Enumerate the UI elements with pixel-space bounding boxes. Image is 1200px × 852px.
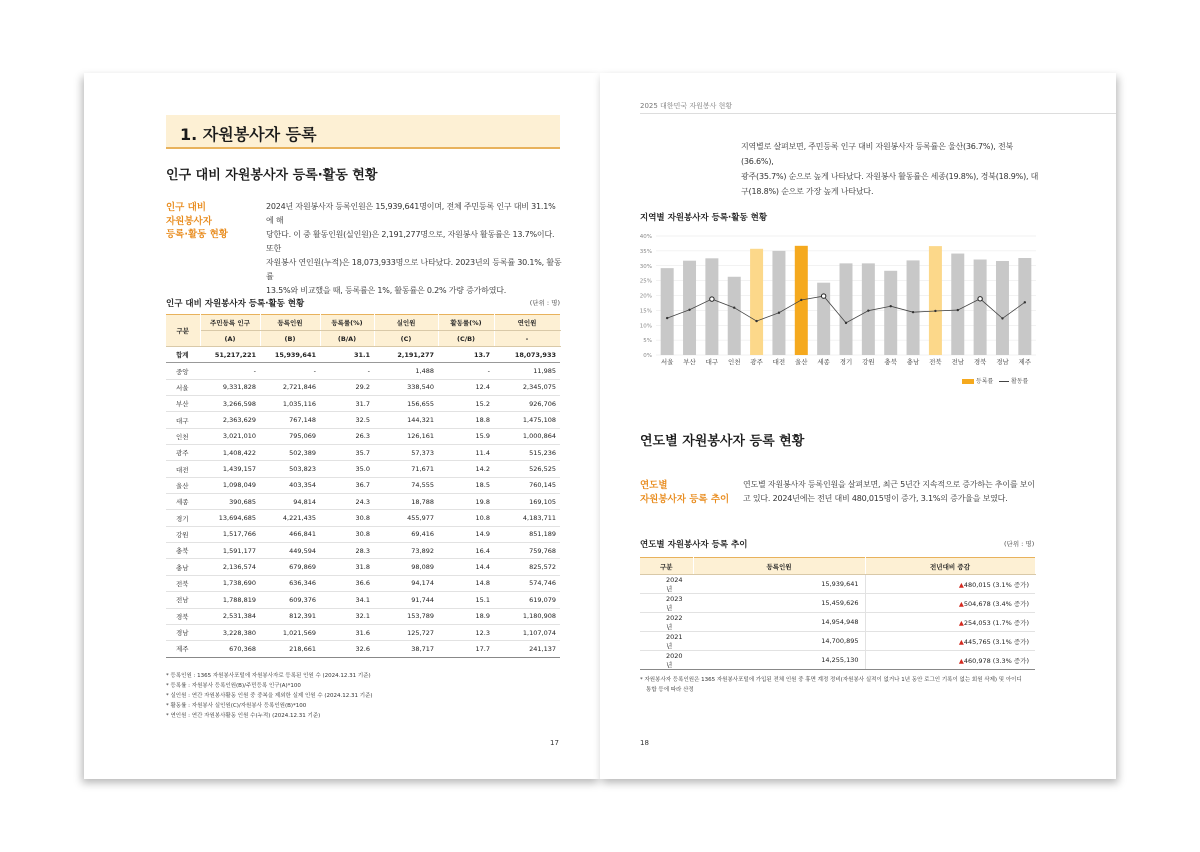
row-label: 충남 (166, 559, 200, 575)
table-cell: 502,389 (260, 445, 320, 461)
table-cell: 1,000,864 (494, 428, 560, 444)
table-notes: * 등록인원 : 1365 자원봉사포털에 자원봉사자로 등록된 인원 수 (2024.12.31 기준) * 등록률 : 자원봉사 등록인원(B)/주민등록 인구(A)*100 * 실인원 : 연간 자원봉사활동 인원 중 중복을 제외한 실제 인원 수 (2024.12.31 기준) * 활동률 : 자원봉사 실인원(C)/자원봉사 등록인원(B)*100 * 연인원 : 연간 자원봉사활동 인원 수(누적) (2024.12.31 기준) (166, 673, 373, 719)
increase-icon: ▲ (958, 580, 964, 589)
header-col: 전년대비 증감 (865, 558, 1035, 575)
table-cell: 2,721,846 (260, 379, 320, 395)
table-cell: 1,738,690 (200, 575, 260, 591)
table-unit: (단위 : 명) (529, 299, 560, 307)
table-cell: 17.7 (438, 641, 494, 657)
row-label: 2024년 (640, 575, 693, 594)
bar-강원 (862, 263, 875, 355)
activity-point-대구 (710, 297, 714, 301)
table-title: 인구 대비 자원봉사자 등록·활동 현황 (166, 299, 305, 309)
increase-icon: ▲ (958, 656, 964, 665)
row-label: 경남 (166, 624, 200, 640)
row-label: 2023년 (640, 594, 693, 613)
table-row (166, 477, 560, 493)
table-row (166, 347, 560, 363)
row-label: 대구 (166, 412, 200, 428)
table-row (166, 412, 560, 428)
table-cell: 619,079 (494, 592, 560, 608)
table-cell: 338,540 (374, 379, 438, 395)
table-cell: 526,525 (494, 461, 560, 477)
header-sub: (C/B) (438, 331, 494, 347)
activity-point-경남 (1001, 317, 1003, 319)
table-row (166, 363, 560, 379)
header-divider (640, 113, 1116, 114)
table-cell: 125,727 (374, 624, 438, 640)
table-cell: 18,788 (374, 494, 438, 510)
row-label: 경북 (166, 608, 200, 624)
table-cell: 18.5 (438, 477, 494, 493)
activity-point-울산 (800, 299, 802, 301)
header-col: 실인원 (374, 315, 438, 331)
table-row (640, 575, 1035, 594)
table-cell: 15,459,626 (693, 594, 865, 613)
legend-bar-swatch (962, 379, 974, 384)
activity-point-강원 (867, 309, 869, 311)
table-cell: 144,321 (374, 412, 438, 428)
bar-전남 (951, 254, 964, 355)
x-tick-label: 경남 (996, 358, 1009, 366)
table-cell: 2,136,574 (200, 559, 260, 575)
activity-point-부산 (688, 309, 690, 311)
table-cell: 15.2 (438, 396, 494, 412)
row-label: 2021년 (640, 632, 693, 651)
table-row (640, 594, 1035, 613)
table-row (166, 608, 560, 624)
table-cell: 74,555 (374, 477, 438, 493)
table-cell: - (320, 363, 374, 379)
table-cell: 126,161 (374, 428, 438, 444)
page-number: 17 (550, 739, 559, 747)
table-cell: 35.7 (320, 445, 374, 461)
bar-대구 (705, 258, 718, 355)
y-tick-label: 20% (639, 293, 652, 300)
y-tick-label: 35% (639, 248, 652, 255)
table-cell: 1,021,569 (260, 624, 320, 640)
table-cell: 31.1 (320, 347, 374, 363)
table-cell: 94,174 (374, 575, 438, 591)
y-tick-label: 10% (639, 323, 652, 330)
x-tick-label: 세종 (817, 358, 830, 366)
table-cell: 767,148 (260, 412, 320, 428)
subtitle: 인구 대비 자원봉사자 등록·활동 현황 (166, 168, 378, 183)
table-row (166, 575, 560, 591)
table-cell: 466,841 (260, 526, 320, 542)
table-cell: 15.1 (438, 592, 494, 608)
table-cell: 19.8 (438, 494, 494, 510)
activity-point-충남 (912, 311, 914, 313)
table-cell: 1,488 (374, 363, 438, 379)
table-row (166, 543, 560, 559)
table-cell: 15,939,641 (693, 575, 865, 594)
header-col: 연인원 (494, 315, 560, 331)
table-cell: 851,189 (494, 526, 560, 542)
table-cell: 759,768 (494, 543, 560, 559)
right-page (600, 73, 1116, 779)
table-cell: 71,671 (374, 461, 438, 477)
activity-point-경기 (845, 322, 847, 324)
table-cell: 3,021,010 (200, 428, 260, 444)
chart-legend (962, 376, 1028, 385)
table-cell: 2,345,075 (494, 379, 560, 395)
table-cell: 3,228,380 (200, 624, 260, 640)
table-cell: 14,700,895 (693, 632, 865, 651)
table-row (166, 526, 560, 542)
y-tick-label: 0% (643, 353, 652, 359)
y-tick-label: 30% (639, 263, 652, 270)
table-cell: 1,788,819 (200, 592, 260, 608)
x-tick-label: 전남 (951, 358, 965, 366)
bar-제주 (1018, 258, 1031, 355)
activity-point-충북 (890, 305, 892, 307)
table-cell: 3,266,598 (200, 396, 260, 412)
table-cell: 57,373 (374, 445, 438, 461)
table-cell: 156,655 (374, 396, 438, 412)
table-row (166, 510, 560, 526)
y-tick-label: 25% (639, 278, 652, 285)
table-cell: 1,035,116 (260, 396, 320, 412)
row-label: 중앙 (166, 363, 200, 379)
table-cell: 14,255,130 (693, 651, 865, 670)
table-cell: 9,331,828 (200, 379, 260, 395)
header-sub: (A) (200, 331, 260, 347)
row-label: 세종 (166, 494, 200, 510)
bar-경기 (840, 263, 853, 355)
y-tick-label: 5% (643, 338, 652, 345)
table-row (166, 461, 560, 477)
section2-title: 연도별 자원봉사자 등록 현황 (640, 434, 805, 449)
side-label: 인구 대비 자원봉사자 등록·활동 현황 (166, 202, 228, 240)
header-col: 등록인원 (260, 315, 320, 331)
header-col: 등록률(%) (320, 315, 374, 331)
table-row (166, 396, 560, 412)
table-cell: 2,531,384 (200, 608, 260, 624)
x-tick-label: 충남 (906, 358, 920, 366)
increase-icon: ▲ (958, 637, 964, 646)
region-chart (620, 228, 1040, 398)
table-row (166, 559, 560, 575)
table-cell: 36.7 (320, 477, 374, 493)
table-cell: 679,869 (260, 559, 320, 575)
change-value: 445,765 (3.1% 증가) (963, 637, 1029, 646)
chart-title: 지역별 자원봉사자 등록·활동 현황 (640, 213, 768, 223)
table-cell: 609,376 (260, 592, 320, 608)
table-row (166, 445, 560, 461)
table-cell: 10.8 (438, 510, 494, 526)
table-cell: 91,744 (374, 592, 438, 608)
header-col: 구분 (640, 558, 693, 575)
table-cell: 32.1 (320, 608, 374, 624)
row-label: 합계 (166, 347, 200, 363)
table-cell: 32.5 (320, 412, 374, 428)
table-cell: 636,346 (260, 575, 320, 591)
table-cell: 31.7 (320, 396, 374, 412)
increase-icon: ▲ (958, 599, 964, 608)
row-label: 2022년 (640, 613, 693, 632)
activity-point-대전 (778, 312, 780, 314)
year-table-title: 연도별 자원봉사자 등록 추이 (640, 540, 748, 550)
table-cell: 12.4 (438, 379, 494, 395)
table-cell: 795,069 (260, 428, 320, 444)
x-tick-label: 부산 (683, 358, 696, 366)
table-row (640, 613, 1035, 632)
side-label-2: 연도별 자원봉사자 등록 추이 (640, 480, 730, 505)
table-cell (865, 632, 1035, 651)
table-cell: 1,180,908 (494, 608, 560, 624)
y-tick-label: 15% (639, 308, 652, 315)
x-tick-label: 충북 (884, 358, 897, 366)
table-cell: 449,594 (260, 543, 320, 559)
table-cell: 218,661 (260, 641, 320, 657)
table-cell: 32.6 (320, 641, 374, 657)
row-label: 인천 (166, 428, 200, 444)
change-value: 460,978 (3.3% 증가) (963, 656, 1029, 665)
increase-icon: ▲ (958, 618, 964, 627)
table-cell: 16.4 (438, 543, 494, 559)
x-tick-label: 대전 (772, 358, 786, 366)
header-category: 구분 (166, 315, 200, 347)
row-label: 제주 (166, 641, 200, 657)
table-cell: 26.3 (320, 428, 374, 444)
table-cell: 1,408,422 (200, 445, 260, 461)
table-cell: 14.2 (438, 461, 494, 477)
table-cell: 13,694,685 (200, 510, 260, 526)
table-cell: 30.8 (320, 526, 374, 542)
table-cell: 35.0 (320, 461, 374, 477)
row-label: 경기 (166, 510, 200, 526)
table-cell: 153,789 (374, 608, 438, 624)
table-cell: 30.8 (320, 510, 374, 526)
table-cell: 31.6 (320, 624, 374, 640)
x-tick-label: 강원 (862, 358, 875, 366)
table-cell (865, 594, 1035, 613)
table-row (166, 641, 560, 657)
table-cell: 14.4 (438, 559, 494, 575)
table-row (640, 651, 1035, 670)
bar-인천 (728, 277, 741, 355)
header-sub: - (494, 331, 560, 347)
activity-point-인천 (733, 306, 735, 308)
header-sub: (C) (374, 331, 438, 347)
body-paragraph-2: 연도별 자원봉사자 등록인원을 살펴보면, 최근 5년간 지속적으로 증가하는 추이를 보이 고 있다. 2024년에는 전년 대비 480,015명이 증가, 3.1%의 증가율을 보였다. (743, 480, 1035, 503)
table-cell: 34.1 (320, 592, 374, 608)
table-cell: 31.8 (320, 559, 374, 575)
table-cell: 11.4 (438, 445, 494, 461)
table-cell: 760,145 (494, 477, 560, 493)
legend-line-swatch (999, 381, 1009, 382)
table-cell: 15.9 (438, 428, 494, 444)
change-value: 504,678 (3.4% 증가) (963, 599, 1029, 608)
legend-label: 등록률 (975, 378, 994, 385)
change-value: 480,015 (3.1% 증가) (963, 580, 1029, 589)
row-label: 광주 (166, 445, 200, 461)
table-cell: 515,236 (494, 445, 560, 461)
intro-paragraph: 지역별로 살펴보면, 주민등록 인구 대비 자원봉사자 등록률은 울산(36.7%), 전북(36.6%), 광주(35.7%) 순으로 높게 나타났다. 자원봉사 활동률은 세종(19.8%), 경북(18.9%), 대 구(18.8%) 순으로 가장 높게 나타났다. (741, 142, 1039, 196)
table-row (166, 624, 560, 640)
table-cell: 24.3 (320, 494, 374, 510)
x-tick-label: 울산 (795, 358, 808, 366)
table-cell: 18.8 (438, 412, 494, 428)
table-row (166, 494, 560, 510)
table-cell: 1,107,074 (494, 624, 560, 640)
table-cell: 403,354 (260, 477, 320, 493)
table-cell: - (200, 363, 260, 379)
table-cell: 503,823 (260, 461, 320, 477)
activity-point-세종 (821, 294, 825, 298)
y-tick-label: 40% (639, 234, 652, 240)
table-cell: 38,717 (374, 641, 438, 657)
table-cell (865, 651, 1035, 670)
table-cell: 14.9 (438, 526, 494, 542)
row-label: 서울 (166, 379, 200, 395)
table-cell (865, 613, 1035, 632)
table-row (166, 379, 560, 395)
table-cell: 1,475,108 (494, 412, 560, 428)
x-tick-label: 인천 (727, 358, 741, 366)
row-label: 울산 (166, 477, 200, 493)
x-tick-label: 대구 (705, 358, 719, 366)
table-cell: 18.9 (438, 608, 494, 624)
bar-충남 (907, 260, 920, 355)
page-number: 18 (640, 739, 649, 747)
table-cell: 1,517,766 (200, 526, 260, 542)
bar-충북 (884, 271, 897, 355)
row-label: 강원 (166, 526, 200, 542)
table-row (166, 428, 560, 444)
table-cell: 670,368 (200, 641, 260, 657)
bar-경북 (974, 260, 987, 355)
table-cell: 36.6 (320, 575, 374, 591)
table-cell: 390,685 (200, 494, 260, 510)
table-cell: 51,217,221 (200, 347, 260, 363)
table-cell: 13.7 (438, 347, 494, 363)
header-col: 등록인원 (693, 558, 865, 575)
table-cell: 15,939,641 (260, 347, 320, 363)
row-label: 전북 (166, 575, 200, 591)
bar-서울 (661, 268, 674, 355)
row-label: 대전 (166, 461, 200, 477)
table-cell: 926,706 (494, 396, 560, 412)
header-sub: (B/A) (320, 331, 374, 347)
table-cell: 14.8 (438, 575, 494, 591)
table-row (640, 632, 1035, 651)
x-tick-label: 서울 (660, 358, 674, 366)
activity-point-광주 (755, 320, 757, 322)
table-cell: - (260, 363, 320, 379)
table-cell: 169,105 (494, 494, 560, 510)
registration-table (166, 314, 561, 658)
x-tick-label: 광주 (750, 358, 763, 366)
left-page (84, 73, 600, 779)
table-cell: 12.3 (438, 624, 494, 640)
table-cell: 94,814 (260, 494, 320, 510)
table-cell: 241,137 (494, 641, 560, 657)
row-label: 부산 (166, 396, 200, 412)
section-title: 1. 자원봉사자 등록 (180, 125, 317, 144)
table-cell: 2,363,629 (200, 412, 260, 428)
year-table-unit: (단위 : 명) (1004, 540, 1035, 548)
section-banner (166, 115, 560, 149)
header-sub: (B) (260, 331, 320, 347)
header-col: 주민등록 인구 (200, 315, 260, 331)
body-paragraph: 2024년 자원봉사자 등록인원은 15,939,641명이며, 전체 주민등록 인구 대비 31.1%에 해 당한다. 이 중 활동인원(실인원)은 2,191,277명으로, 자원봉사 활동률은 13.7%이다. 또한 자원봉사 연인원(누적)은 18,073,933명으로 나타났다. 2023년의 등록률 30.1%, 활동률 13.5%와 비교했을 때, 등록률은 1%, 활동률은 0.2% 가량 증가하였다. (266, 202, 562, 295)
table-cell: 1,439,157 (200, 461, 260, 477)
table-cell: 11,985 (494, 363, 560, 379)
table-cell: 1,591,177 (200, 543, 260, 559)
table-cell: 14,954,948 (693, 613, 865, 632)
yearly-table (640, 557, 1036, 670)
x-tick-label: 경기 (839, 358, 853, 366)
x-tick-label: 경북 (973, 358, 987, 366)
bar-경남 (996, 261, 1009, 355)
table-cell: 4,221,435 (260, 510, 320, 526)
activity-point-경북 (978, 297, 982, 301)
row-label: 충북 (166, 543, 200, 559)
table-cell: 73,892 (374, 543, 438, 559)
row-label: 2020년 (640, 651, 693, 670)
year-footnote: * 자원봉사자 등록인원은 1365 자원봉사포털에 가입된 전체 인원 중 휴면 계정 정비(자원봉사 실적이 없거나 1년 동안 로그인 기록이 없는 회원 삭제) 및 아이디 통합 등에 따라 산정 (640, 677, 1022, 693)
table-cell: 69,416 (374, 526, 438, 542)
table-cell: 4,183,711 (494, 510, 560, 526)
activity-point-전북 (934, 310, 936, 312)
table-cell: 2,191,277 (374, 347, 438, 363)
x-tick-label: 제주 (1018, 358, 1032, 366)
table-cell: 812,391 (260, 608, 320, 624)
legend-label: 활동률 (1010, 378, 1029, 385)
table-cell: 1,098,049 (200, 477, 260, 493)
bar-전북 (929, 246, 942, 355)
x-tick-label: 전북 (929, 358, 942, 366)
activity-point-서울 (666, 317, 668, 319)
table-cell: 18,073,933 (494, 347, 560, 363)
activity-point-제주 (1024, 301, 1026, 303)
bar-대전 (772, 251, 785, 355)
table-cell: 28.3 (320, 543, 374, 559)
table-cell: 825,572 (494, 559, 560, 575)
table-cell: - (438, 363, 494, 379)
bar-광주 (750, 249, 763, 355)
change-value: 254,053 (1.7% 증가) (963, 618, 1029, 627)
row-label: 전남 (166, 592, 200, 608)
header-col: 활동률(%) (438, 315, 494, 331)
activity-point-전남 (957, 309, 959, 311)
table-cell (865, 575, 1035, 594)
running-header: 2025 대한민국 자원봉사 현황 (640, 102, 733, 110)
table-row (166, 592, 560, 608)
table-cell: 29.2 (320, 379, 374, 395)
table-cell: 98,089 (374, 559, 438, 575)
table-cell: 574,746 (494, 575, 560, 591)
table-cell: 455,977 (374, 510, 438, 526)
